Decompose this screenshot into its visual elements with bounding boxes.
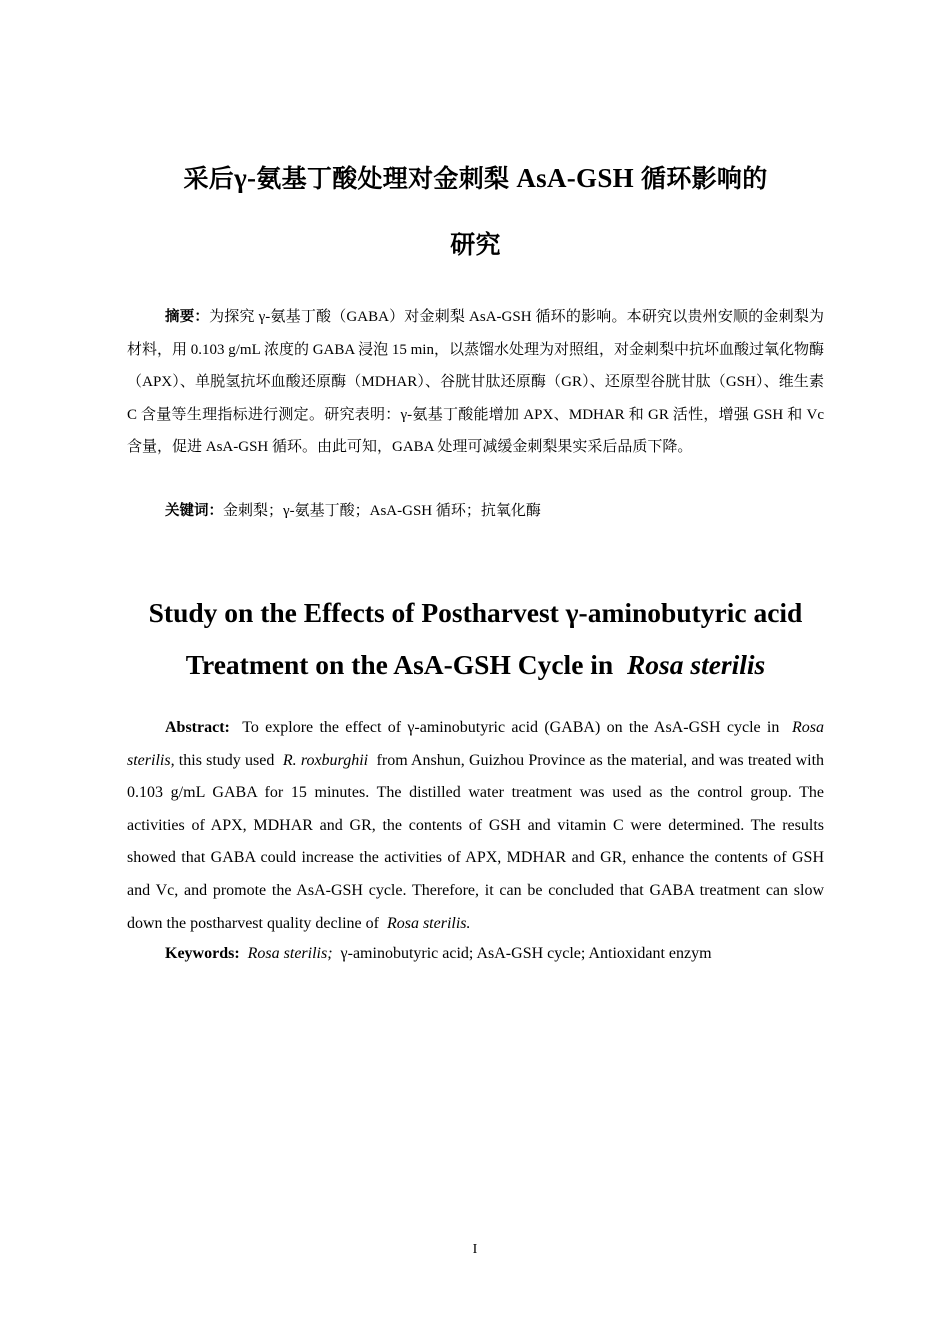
english-abstract-species: Rosa sterilis, bbox=[127, 719, 825, 769]
chinese-title-part: 循环影响的 bbox=[641, 164, 768, 193]
english-keywords bbox=[127, 938, 824, 971]
chinese-title-part: AsA-GSH bbox=[509, 163, 642, 193]
english-title-line-1: Study on the Effects of Postharvest γ-aminobutyric acid bbox=[148, 597, 803, 628]
english-abstract-species: R. roxburghii bbox=[282, 751, 369, 769]
english-title bbox=[127, 587, 824, 691]
english-abstract-species: Rosa sterilis. bbox=[386, 914, 471, 932]
english-keywords-label: Keywords: bbox=[165, 945, 240, 962]
chinese-title-part: 采后 bbox=[183, 164, 235, 193]
chinese-keywords-label: 关键词： bbox=[165, 503, 223, 519]
english-abstract-text: this study used bbox=[178, 751, 275, 769]
chinese-title-line-1 bbox=[127, 162, 824, 195]
page-number: I bbox=[472, 1242, 478, 1257]
chinese-abstract-text: 为探究 γ-氨基丁酸（GABA）对金刺梨 AsA-GSH 循环的影响。本研究以贵州安顺的金刺梨为材料，用 0.103 g/mL 浓度的 GABA 浸泡 15 min，以蒸馏水处理为对照组，对金刺梨中抗坏血酸过氧化物酶（APX）、单脱氢抗坏血酸还原酶（MDHAR）、谷胱甘肽还原酶（GR）、还原型谷胱甘肽（GSH）、维生素 C 含量等生理指标进行测定。研究表明：γ-氨基丁酸能增加 APX、MDHAR 和 GR 活性，增强 GSH 和 Vc 含量，促进 AsA-GSH 循环。由此可知，GABA 处理可减缓金刺梨果实采后品质下降。 bbox=[127, 309, 825, 456]
english-abstract-label: Abstract: bbox=[165, 719, 230, 736]
english-abstract-text: To explore the effect of γ-aminobutyric acid (GABA) on the AsA-GSH cycle in bbox=[242, 719, 780, 736]
chinese-title-part: 氨基丁酸处理对金刺梨 bbox=[256, 164, 510, 193]
english-title-text: Treatment on the AsA-GSH Cycle in bbox=[185, 649, 614, 680]
english-title-species: Rosa sterilis bbox=[626, 649, 766, 680]
chinese-keywords bbox=[127, 495, 824, 528]
english-abstract bbox=[127, 712, 824, 940]
english-title-line-2 bbox=[127, 639, 824, 691]
chinese-keywords-text: 金刺梨；γ-氨基丁酸；AsA-GSH 循环；抗氧化酶 bbox=[223, 503, 541, 519]
english-keywords-text: γ-aminobutyric acid; AsA-GSH cycle; Antioxidant enzym bbox=[340, 945, 712, 962]
chinese-abstract-label: 摘要： bbox=[165, 309, 210, 325]
chinese-title-line-2: 研究 bbox=[450, 230, 501, 259]
chinese-title-part: γ- bbox=[234, 163, 257, 193]
english-abstract-text: from Anshun, Guizhou Province as the material, and was treated with 0.103 g/mL GABA for 15 minutes. The distilled water treatment was used as the control group. The activities of APX, MDHAR and GR, the contents of GSH and vitamin C were determined. The results showed that GABA could increase the activities of APX, MDHAR and GR, enhance the contents of GSH and Vc, and promote the AsA-GSH cycle. Therefore, it can be concluded that GABA treatment can slow down the postharvest quality decline of bbox=[127, 751, 825, 932]
chinese-abstract bbox=[127, 301, 824, 464]
english-keywords-species: Rosa sterilis; bbox=[247, 945, 333, 962]
